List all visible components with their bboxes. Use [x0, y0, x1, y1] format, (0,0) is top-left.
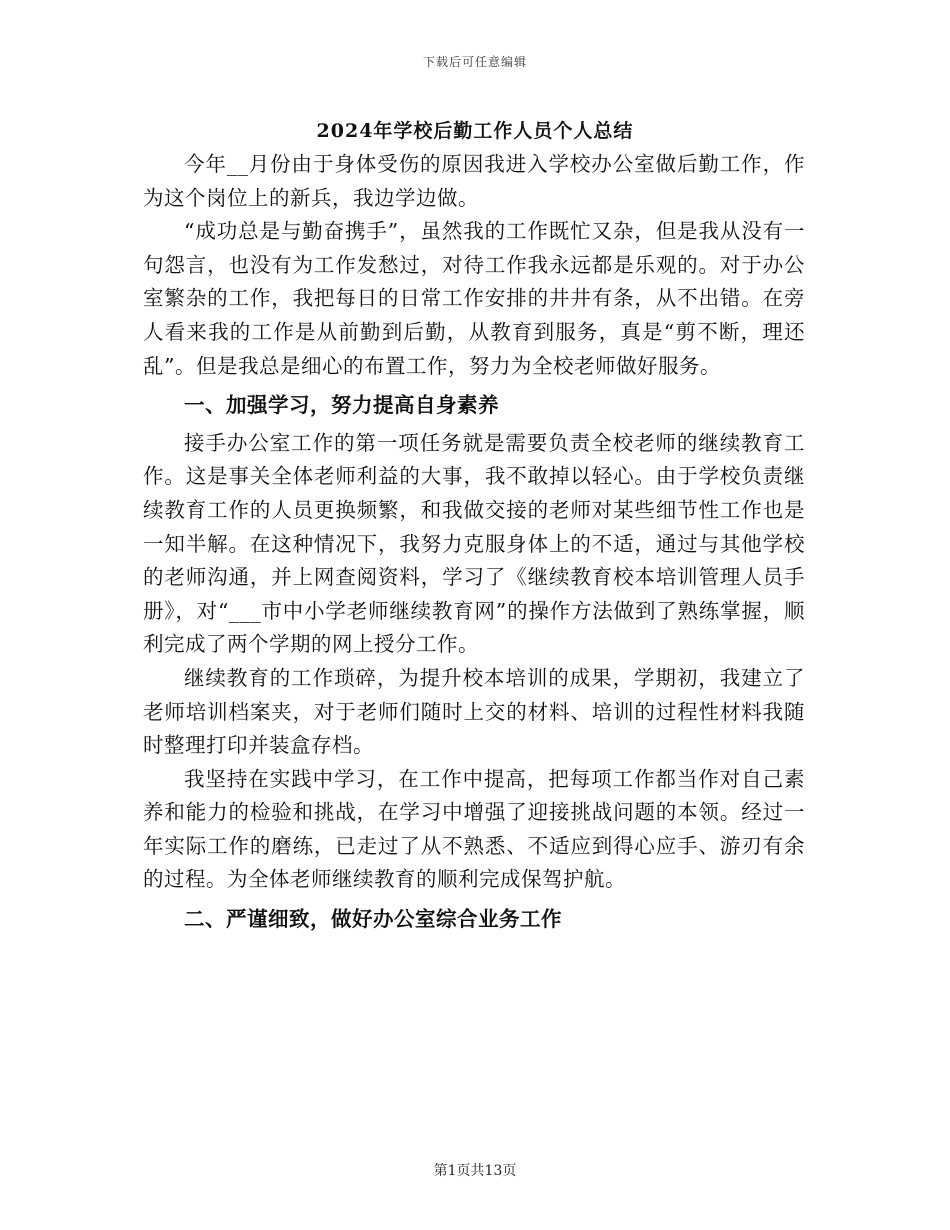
paragraph-intro: 今年__月份由于身体受伤的原因我进入学校办公室做后勤工作，作为这个岗位上的新兵，我边学边做。 [143, 152, 805, 210]
paragraph-attitude: “成功总是与勤奋携手”，虽然我的工作既忙又杂，但是我从没有一句怨言，也没有为工作发愁过，对待工作我永远都是乐观的。对于办公室繁杂的工作，我把每日的日常工作安排的井井有条，从不出错。在旁人看来我的工作是从前勤到后勤，从教育到服务，真是“剪不断，理还乱”。但是我总是细心的布置工作，努力为全校老师做好服务。 [143, 219, 805, 378]
page-footer [0, 1160, 950, 1180]
section-heading-1: 一、加强学习，努力提高自身素养 [184, 393, 499, 418]
document-body [143, 148, 805, 941]
paragraph-continuing-education: 接手办公室工作的第一项任务就是需要负责全校老师的继续教育工作。这是事关全体老师利益的大事，我不敢掉以轻心。由于学校负责继续教育工作的人员更换频繁，和我做交接的老师对某些细节性工作也是一知半解。在这种情况下，我努力克服身体上的不适，通过与其他学校的老师沟通，并上网查阅资料，学习了《继续教育校本培训管理人员手册》，对“___市中小学老师继续教育网”的操作方法做到了熟练掌握，顺利完成了两个学期的网上授分工作。 [143, 430, 805, 657]
paragraph-practice-learning: 我坚持在实践中学习，在工作中提高，把每项工作都当作对自己素养和能力的检验和挑战，在学习中增强了迎接挑战问题的本领。经过一年实际工作的磨练，已走过了从不熟悉、不适应到得心应手、游刃有余的过程。为全体老师继续教育的顺利完成保驾护航。 [143, 766, 805, 892]
page-number: 第1页共13页 [433, 1163, 517, 1179]
document-title: 2024年学校后勤工作人员个人总结 [316, 120, 634, 142]
section-heading-2: 二、严谨细致，做好办公室综合业务工作 [184, 907, 562, 932]
paragraph-training-archive: 继续教育的工作琐碎，为提升校本培训的成果，学期初，我建立了老师培训档案夹，对于老师们随时上交的材料、培训的过程性材料我随时整理打印并装盒存档。 [143, 665, 805, 758]
header-note: 下载后可任意编辑 [422, 55, 527, 69]
